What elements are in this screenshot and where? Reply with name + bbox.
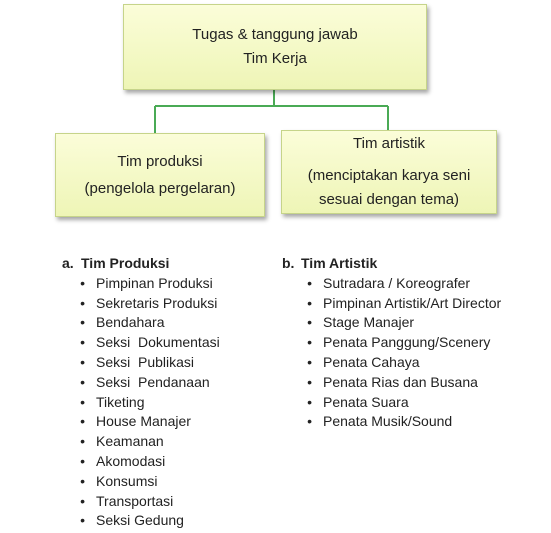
list-item (282, 313, 542, 333)
list-item (282, 274, 542, 294)
list-item-label: Penata Rias dan Busana (323, 373, 478, 390)
bullet-icon: • (80, 353, 85, 370)
list-b-title: Tim Artistik (301, 255, 378, 271)
root-node-box (123, 4, 427, 90)
bullet-icon: • (80, 413, 85, 430)
list-item-label: Penata Musik/Sound (323, 413, 453, 430)
list-item (62, 472, 272, 492)
production-items (62, 274, 272, 531)
list-item-label: Penata Cahaya (323, 353, 420, 370)
bullet-icon: • (80, 294, 85, 311)
list-item (62, 393, 272, 413)
bullet-icon: • (307, 314, 312, 331)
artistic-team-subtitle-line1: (menciptakan karya seni (307, 167, 471, 184)
bullet-icon: • (80, 433, 85, 450)
bullet-icon: • (307, 274, 312, 291)
list-item-label: Pimpinan Produksi (96, 274, 213, 291)
list-item-label: Transportasi (96, 492, 174, 509)
artistic-team-subtitle-line2: sesuai dengan tema) (318, 191, 460, 208)
list-item-label: Stage Manajer (323, 314, 415, 331)
list-item-label: Pimpinan Artistik/Art Director (323, 294, 502, 311)
bullet-icon: • (307, 413, 312, 430)
list-item (282, 353, 542, 373)
list-a-letter: a. (62, 255, 74, 271)
list-item-label: Seksi Gedung (96, 512, 184, 529)
production-team-box (55, 133, 265, 217)
list-item (282, 294, 542, 314)
list-item (282, 373, 542, 393)
artistic-items (282, 274, 542, 432)
list-item (62, 432, 272, 452)
list-item (62, 412, 272, 432)
list-item (62, 353, 272, 373)
list-item-label: Tiketing (96, 393, 145, 410)
list-item-label: Seksi Publikasi (96, 353, 195, 370)
production-team-subtitle: (pengelola pergelaran) (84, 179, 236, 197)
bullet-icon: • (307, 393, 312, 410)
production-team-list (62, 254, 272, 531)
artistic-team-title: Tim artistik (353, 135, 425, 152)
bullet-icon: • (307, 334, 312, 351)
bullet-icon: • (307, 294, 312, 311)
list-item (62, 333, 272, 353)
artistic-team-box (281, 130, 497, 214)
list-item-label: Akomodasi (96, 452, 166, 469)
root-node-line2: Tim Kerja (243, 50, 307, 67)
list-a-title: Tim Produksi (81, 255, 170, 271)
list-b-letter: b. (282, 255, 295, 271)
bullet-icon: • (80, 334, 85, 351)
bullet-icon: • (80, 274, 85, 291)
bullet-icon: • (80, 373, 85, 390)
list-item-label: Penata Panggung/Scenery (323, 334, 491, 351)
bullet-icon: • (307, 373, 312, 390)
list-item-label: Konsumsi (96, 472, 158, 489)
list-item (62, 492, 272, 512)
bullet-icon: • (80, 472, 85, 489)
bullet-icon: • (80, 393, 85, 410)
list-item-label: Seksi Pendanaan (96, 373, 210, 390)
list-item-label: Sutradara / Koreografer (323, 274, 471, 291)
list-item (62, 274, 272, 294)
bullet-icon: • (80, 314, 85, 331)
list-item (62, 452, 272, 472)
list-item (282, 393, 542, 413)
list-item-label: House Manajer (96, 413, 191, 430)
bullet-icon: • (307, 353, 312, 370)
artistic-team-list (282, 254, 542, 432)
list-item-label: Bendahara (96, 314, 165, 331)
root-node-line1: Tugas & tanggung jawab (192, 26, 358, 43)
list-item (62, 373, 272, 393)
list-item-label: Keamanan (96, 433, 164, 450)
list-item (62, 511, 272, 531)
production-list-heading (62, 254, 272, 274)
artistic-list-heading (282, 254, 542, 274)
list-item (282, 333, 542, 353)
production-team-title: Tim produksi (117, 152, 203, 170)
list-item (62, 313, 272, 333)
list-item-label: Penata Suara (323, 393, 409, 410)
bullet-icon: • (80, 512, 85, 529)
bullet-icon: • (80, 492, 85, 509)
list-item-label: Seksi Dokumentasi (96, 334, 220, 351)
list-item (62, 294, 272, 314)
bullet-icon: • (80, 452, 85, 469)
list-item-label: Sekretaris Produksi (96, 294, 218, 311)
list-item (282, 412, 542, 432)
